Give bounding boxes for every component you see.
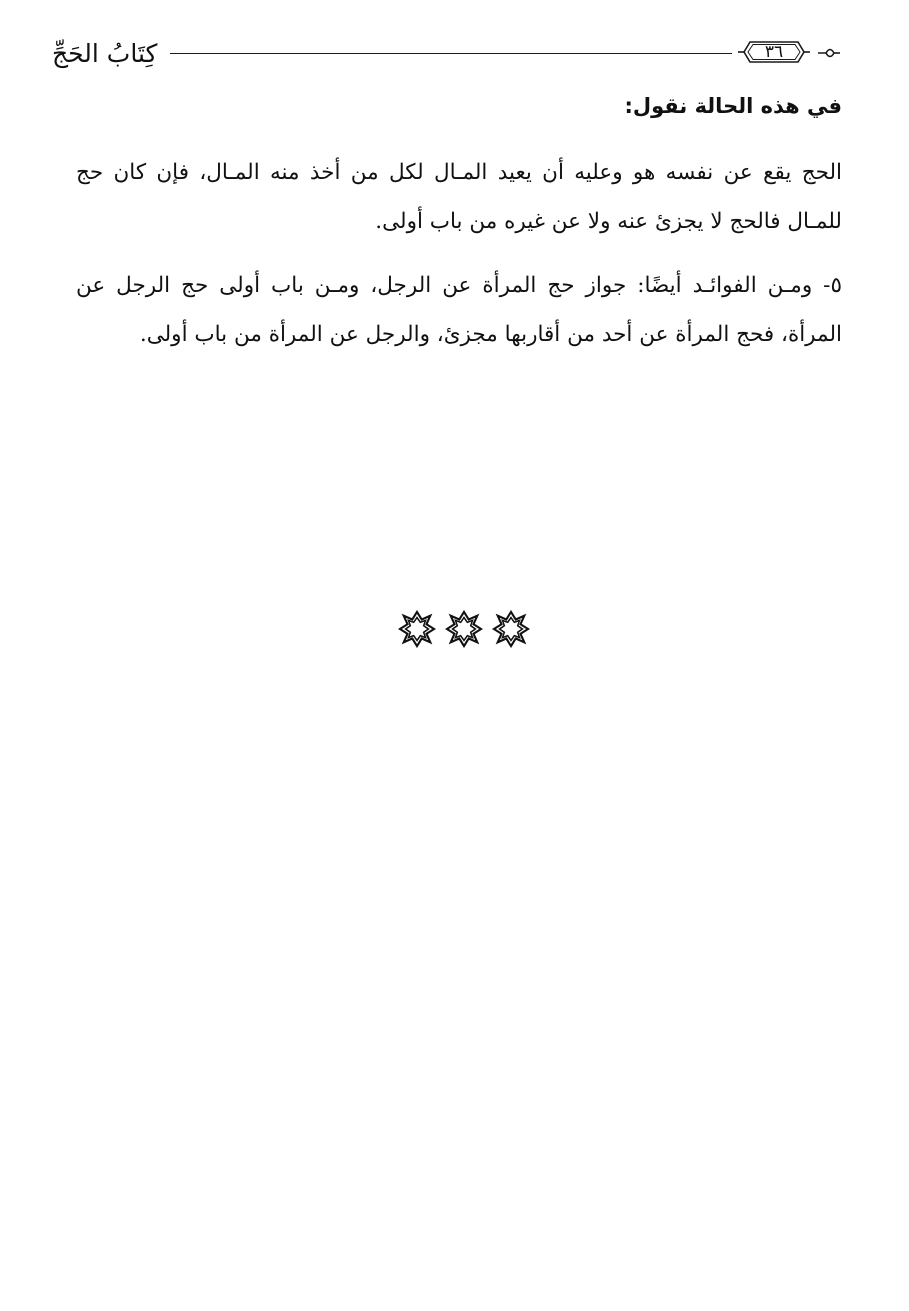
- page-header: [52, 36, 840, 72]
- eight-point-star-icon: [445, 610, 483, 648]
- section-separator: [398, 610, 530, 652]
- header-end-ornament-icon: [818, 44, 840, 62]
- paragraph-1: الحج يقع عن نفسه هو وعليه أن يعيد المـال لكل من أخذ منه المـال، فإن كان حج للمـال فالحج لا يجزئ عنه ولا عن غيره من باب أولى.: [76, 160, 842, 234]
- eight-point-star-icon: [492, 610, 530, 648]
- paragraph-2: ٥- ومـن الفوائـد أيضًا: جواز حج المرأة عن الرجل، ومـن باب أولى حج الرجل عن المرأة، فحج المرأة عن أحد من أقاربها مجزئ، والرجل عن المرأة من باب أولى.: [76, 273, 842, 347]
- page-number-frame: [738, 39, 810, 65]
- eight-point-star-icon: [398, 610, 436, 648]
- section-heading: في هذه الحالة نقول:: [624, 94, 842, 118]
- page-number: ٣٦: [764, 42, 784, 62]
- book-title: كِتَابُ الحَجِّ: [52, 39, 158, 68]
- header-rule: [170, 53, 732, 54]
